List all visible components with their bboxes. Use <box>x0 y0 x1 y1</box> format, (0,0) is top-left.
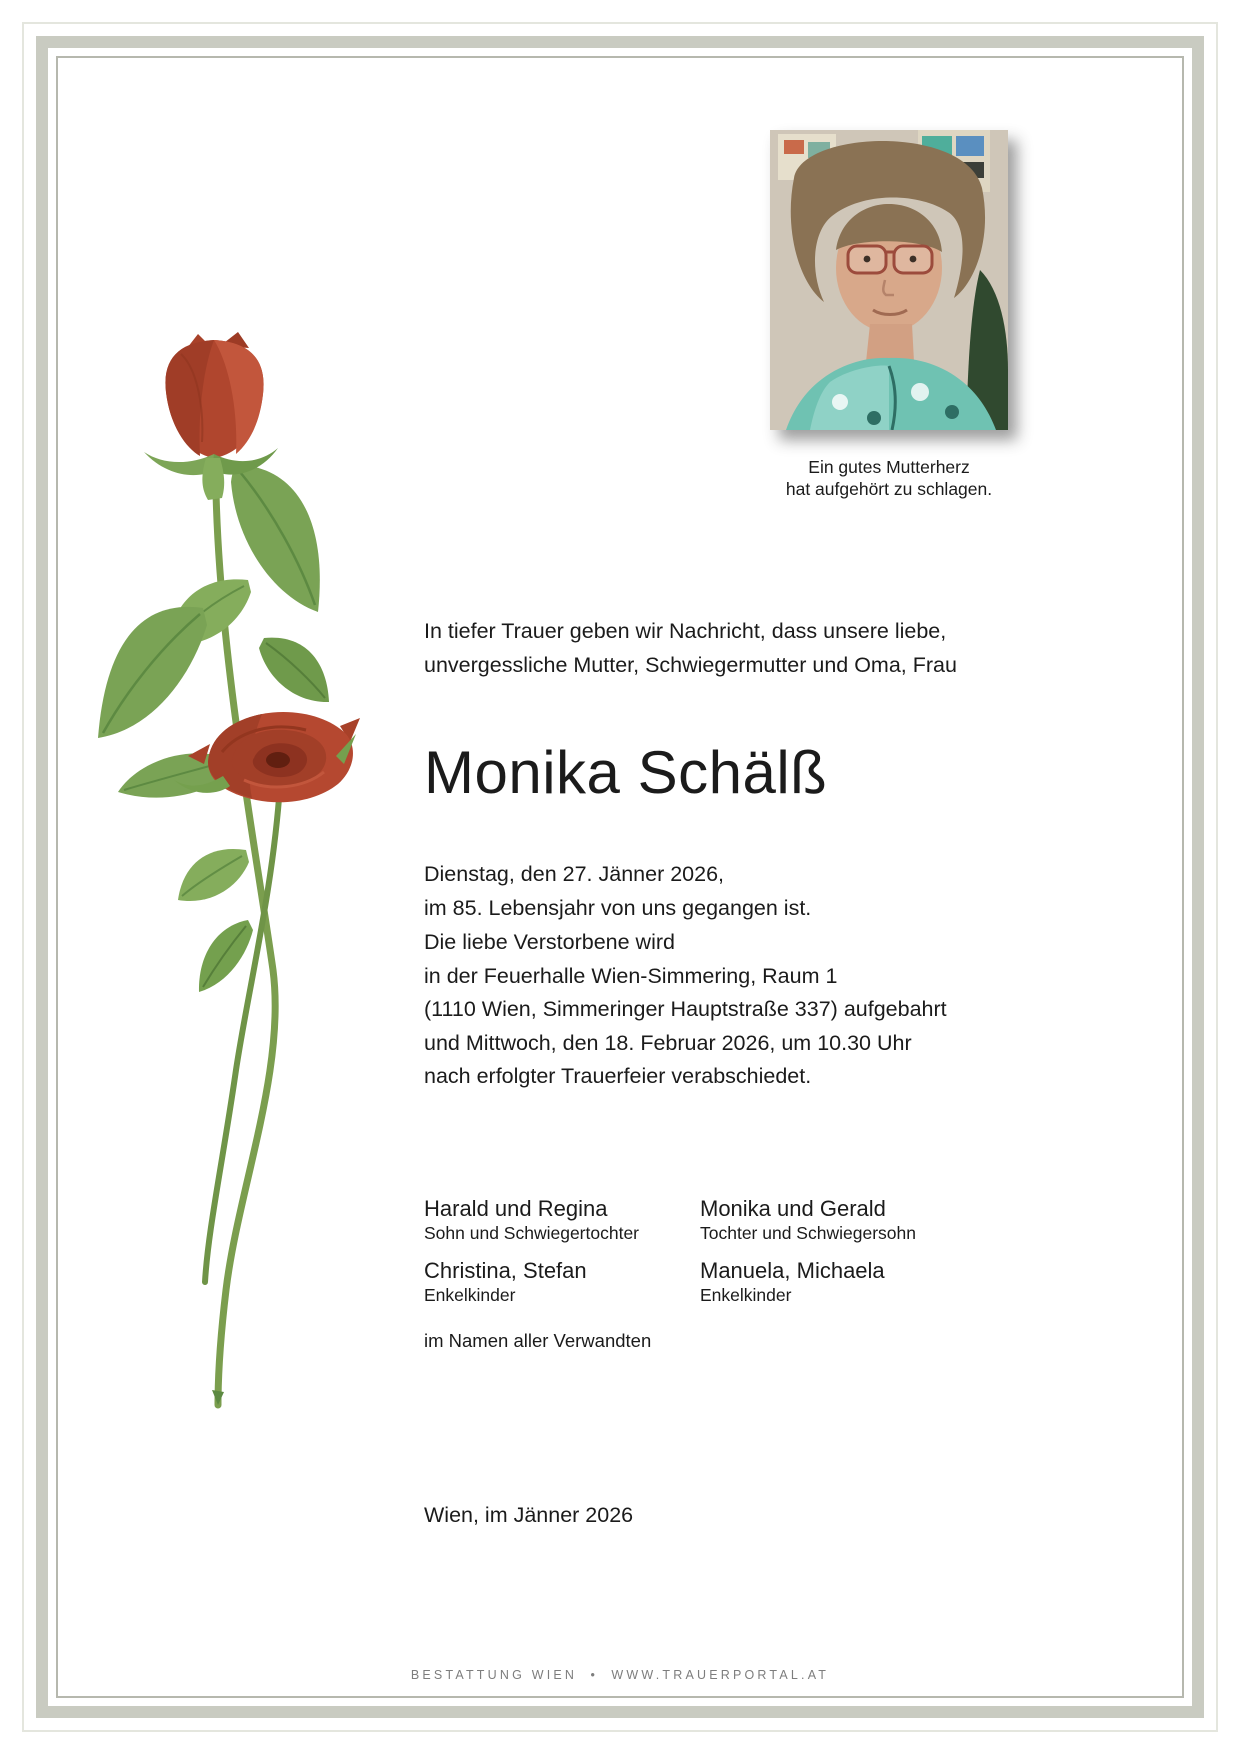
ceremony-line-1: Die liebe Verstorbene wird <box>424 930 675 954</box>
mourner-names: Christina, Stefan <box>424 1258 587 1283</box>
red-roses-image <box>88 330 360 1415</box>
mourner-relation: Enkelkinder <box>700 1285 792 1305</box>
mourner-names: Harald und Regina <box>424 1196 608 1221</box>
roses-illustration <box>88 330 360 1415</box>
mourners-column-left <box>424 1195 700 1319</box>
mourner-names: Manuela, Michaela <box>700 1258 885 1283</box>
caption-line-1: Ein gutes Mutterherz <box>808 457 970 477</box>
ceremony-line-4: und Mittwoch, den 18. Februar 2026, um 10.30 Uhr <box>424 1030 912 1055</box>
rose-bud <box>165 332 263 458</box>
ceremony-text <box>424 926 947 1094</box>
portrait-photo-image <box>770 130 1008 430</box>
mourner-entry <box>424 1257 700 1306</box>
mourner-relation: Enkelkinder <box>424 1285 516 1305</box>
ceremony-line-2: in der Feuerhalle Wien-Simmering, Raum 1 <box>424 963 838 988</box>
portrait-photo <box>770 130 1008 430</box>
mourners-column-right <box>700 1195 976 1319</box>
mourner-entry <box>700 1195 976 1244</box>
footer-branding: BESTATTUNG WIEN • WWW.TRAUERPORTAL.AT <box>410 1668 830 1682</box>
intro-line-2: unvergessliche Mutter, Schwiegermutter und Oma, Frau <box>424 652 957 677</box>
deceased-name: Monika Schälß <box>424 739 828 806</box>
death-date-text <box>424 858 811 925</box>
mourner-entry <box>424 1195 700 1244</box>
photo-caption <box>739 456 1039 500</box>
mourners-section <box>424 1195 976 1319</box>
intro-line-1: In tiefer Trauer geben wir Nachricht, dass unsere liebe, <box>424 619 947 643</box>
death-line-2: im 85. Lebensjahr von uns gegangen ist. <box>424 895 812 920</box>
mourner-names: Monika und Gerald <box>700 1196 886 1221</box>
mourner-relation: Tochter und Schwiegersohn <box>700 1223 916 1243</box>
intro-text <box>424 615 957 682</box>
closing-text: im Namen aller Verwandten <box>424 1330 652 1351</box>
mourner-entry <box>700 1257 976 1306</box>
death-line-1: Dienstag, den 27. Jänner 2026, <box>424 862 725 886</box>
ceremony-line-5: nach erfolgter Trauerfeier verabschiedet. <box>424 1064 812 1088</box>
caption-line-2: hat aufgehört zu schlagen. <box>785 479 993 499</box>
mourner-relation: Sohn und Schwiegertochter <box>424 1223 639 1243</box>
ceremony-line-3: (1110 Wien, Simmeringer Hauptstraße 337) aufgebahrt <box>424 997 947 1021</box>
place-date-text: Wien, im Jänner 2026 <box>424 1503 634 1527</box>
